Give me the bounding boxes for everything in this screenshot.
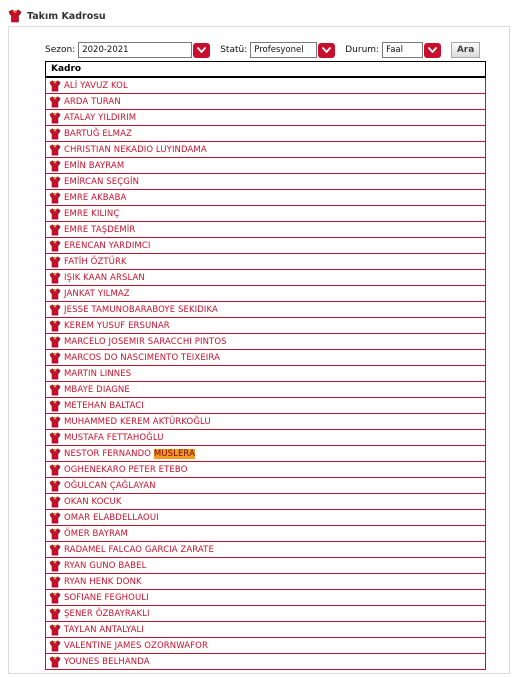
player-name-link[interactable]: ŞENER ÖZBAYRAKLI bbox=[64, 608, 150, 619]
jersey-icon bbox=[49, 448, 61, 460]
player-name-link[interactable]: IŞIK KAAN ARSLAN bbox=[64, 272, 145, 283]
table-row[interactable] bbox=[45, 366, 486, 382]
player-name-link[interactable]: MARCELO JOSEMIR SARACCHI PINTOS bbox=[64, 336, 227, 347]
table-row[interactable] bbox=[45, 638, 486, 654]
player-name-link[interactable]: YOUNES BELHANDA bbox=[64, 656, 150, 667]
player-name-link[interactable]: KEREM YUSUF ERSUNAR bbox=[64, 320, 170, 331]
table-row[interactable] bbox=[45, 254, 486, 270]
player-name-link[interactable]: ALİ YAVUZ KOL bbox=[64, 80, 128, 91]
player-name-link[interactable]: JANKAT YILMAZ bbox=[64, 288, 130, 299]
table-row[interactable] bbox=[45, 158, 486, 174]
table-row[interactable] bbox=[45, 462, 486, 478]
player-name-link[interactable]: TAYLAN ANTALYALI bbox=[64, 624, 145, 635]
jersey-icon bbox=[49, 608, 61, 620]
jersey-icon bbox=[49, 80, 61, 92]
status-label: Statü: bbox=[220, 45, 248, 55]
jersey-icon bbox=[49, 320, 61, 332]
jersey-icon bbox=[49, 288, 61, 300]
jersey-icon bbox=[49, 192, 61, 204]
table-row[interactable] bbox=[45, 126, 486, 142]
table-row[interactable] bbox=[45, 430, 486, 446]
season-select[interactable] bbox=[78, 42, 210, 58]
table-row[interactable] bbox=[45, 302, 486, 318]
jersey-icon bbox=[49, 144, 61, 156]
table-row[interactable] bbox=[45, 286, 486, 302]
table-row[interactable] bbox=[45, 94, 486, 110]
table-row[interactable] bbox=[45, 318, 486, 334]
player-name-link[interactable]: MUHAMMED KEREM AKTÜRKOĞLU bbox=[64, 416, 211, 427]
state-label: Durum: bbox=[345, 45, 380, 55]
player-name-link[interactable]: ERENCAN YARDIMCI bbox=[64, 240, 151, 251]
jersey-icon bbox=[49, 416, 61, 428]
jersey-icon bbox=[49, 272, 61, 284]
season-select-value[interactable]: 2020-2021 bbox=[78, 42, 192, 58]
search-highlight: MUSLERA bbox=[153, 448, 195, 459]
player-name-link[interactable]: CHRISTIAN NEKADIO LUYINDAMA bbox=[64, 144, 207, 155]
jersey-icon bbox=[49, 544, 61, 556]
player-name-link[interactable]: MARTIN LINNES bbox=[64, 368, 132, 379]
jersey-icon bbox=[49, 336, 61, 348]
dropdown-arrow-icon[interactable] bbox=[424, 43, 441, 58]
table-row[interactable] bbox=[45, 494, 486, 510]
player-name-link[interactable]: RYAN GUNO BABEL bbox=[64, 560, 147, 571]
player-name-link[interactable]: NESTOR FERNANDO MUSLERA bbox=[64, 448, 195, 459]
jersey-icon bbox=[49, 240, 61, 252]
jersey-icon bbox=[49, 480, 61, 492]
jersey-icon bbox=[49, 208, 61, 220]
player-name-link[interactable]: FATİH ÖZTÜRK bbox=[64, 256, 127, 267]
table-row[interactable] bbox=[45, 446, 486, 462]
jersey-icon bbox=[49, 656, 61, 668]
player-name-link[interactable]: OKAN KOCUK bbox=[64, 496, 122, 507]
player-name-link[interactable]: OĞULCAN ÇAĞLAYAN bbox=[64, 480, 156, 491]
jersey-icon bbox=[49, 432, 61, 444]
table-row[interactable] bbox=[45, 78, 486, 94]
table-row[interactable] bbox=[45, 350, 486, 366]
squad-table bbox=[45, 61, 486, 670]
season-label: Sezon: bbox=[45, 45, 76, 55]
player-name-link[interactable]: BARTUĞ ELMAZ bbox=[64, 128, 132, 139]
table-row[interactable] bbox=[45, 478, 486, 494]
table-row[interactable] bbox=[45, 654, 486, 670]
table-row[interactable] bbox=[45, 334, 486, 350]
player-name-link[interactable]: EMRE AKBABA bbox=[64, 192, 127, 203]
jersey-icon bbox=[49, 528, 61, 540]
jersey-icon bbox=[49, 496, 61, 508]
jersey-icon bbox=[49, 464, 61, 476]
jersey-icon bbox=[49, 256, 61, 268]
dropdown-arrow-icon[interactable] bbox=[318, 43, 335, 58]
jersey-icon bbox=[49, 304, 61, 316]
team-jersey-icon bbox=[8, 9, 22, 23]
table-row[interactable] bbox=[45, 590, 486, 606]
table-row[interactable] bbox=[45, 574, 486, 590]
squad-panel bbox=[8, 26, 510, 674]
player-name-link[interactable]: EMRE KILINÇ bbox=[64, 208, 120, 219]
player-name-link[interactable]: OMAR ELABDELLAOUI bbox=[64, 512, 159, 523]
page-header bbox=[8, 6, 510, 26]
jersey-icon bbox=[49, 128, 61, 140]
table-row[interactable] bbox=[45, 398, 486, 414]
table-row[interactable] bbox=[45, 622, 486, 638]
state-select-value[interactable]: Faal bbox=[382, 42, 423, 58]
table-row[interactable] bbox=[45, 222, 486, 238]
player-name-link[interactable]: ATALAY YILDIRIM bbox=[64, 112, 137, 123]
table-row[interactable] bbox=[45, 414, 486, 430]
jersey-icon bbox=[49, 96, 61, 108]
player-name-link[interactable]: ARDA TURAN bbox=[64, 96, 121, 107]
table-row[interactable] bbox=[45, 606, 486, 622]
table-row[interactable] bbox=[45, 526, 486, 542]
table-row[interactable] bbox=[45, 270, 486, 286]
jersey-icon bbox=[49, 176, 61, 188]
player-name-link[interactable]: ÖMER BAYRAM bbox=[64, 528, 128, 539]
table-row[interactable] bbox=[45, 510, 486, 526]
player-name-link[interactable]: OGHENEKARO PETER ETEBO bbox=[64, 464, 188, 475]
table-row[interactable] bbox=[45, 110, 486, 126]
jersey-icon bbox=[49, 560, 61, 572]
table-header-kadro: Kadro bbox=[45, 61, 486, 78]
jersey-icon bbox=[49, 160, 61, 172]
table-row[interactable] bbox=[45, 542, 486, 558]
status-select[interactable] bbox=[250, 42, 335, 58]
player-name-link[interactable]: EMİRCAN SEÇGİN bbox=[64, 176, 140, 187]
jersey-icon bbox=[49, 112, 61, 124]
player-name-link[interactable]: METEHAN BALTACI bbox=[64, 400, 144, 411]
table-body bbox=[45, 78, 486, 670]
table-row[interactable] bbox=[45, 238, 486, 254]
table-row[interactable] bbox=[45, 174, 486, 190]
table-row[interactable] bbox=[45, 558, 486, 574]
jersey-icon bbox=[49, 400, 61, 412]
jersey-icon bbox=[49, 640, 61, 652]
player-name-link[interactable]: VALENTINE JAMES OZORNWAFOR bbox=[64, 640, 208, 651]
table-row[interactable] bbox=[45, 382, 486, 398]
jersey-icon bbox=[49, 576, 61, 588]
table-row[interactable] bbox=[45, 190, 486, 206]
jersey-icon bbox=[49, 352, 61, 364]
player-name-link[interactable]: MBAYE DIAGNE bbox=[64, 384, 130, 395]
jersey-icon bbox=[49, 624, 61, 636]
filter-bar bbox=[45, 41, 480, 59]
player-name-link[interactable]: RYAN HENK DONK bbox=[64, 576, 142, 587]
player-name-link[interactable]: JESSE TAMUNOBARABOYE SEKIDIKA bbox=[64, 304, 218, 315]
table-row[interactable] bbox=[45, 142, 486, 158]
dropdown-arrow-icon[interactable] bbox=[193, 43, 210, 58]
player-name-link[interactable]: MARCOS DO NASCIMENTO TEIXEIRA bbox=[64, 352, 220, 363]
search-button[interactable]: Ara bbox=[451, 42, 480, 58]
jersey-icon bbox=[49, 224, 61, 236]
status-select-value[interactable]: Profesyonel bbox=[250, 42, 317, 58]
player-name-link[interactable]: SOFIANE FEGHOULI bbox=[64, 592, 149, 603]
jersey-icon bbox=[49, 592, 61, 604]
page-title: Takım Kadrosu bbox=[27, 10, 106, 22]
jersey-icon bbox=[49, 384, 61, 396]
player-name-link[interactable]: EMRE TAŞDEMİR bbox=[64, 224, 136, 235]
table-row[interactable] bbox=[45, 206, 486, 222]
jersey-icon bbox=[49, 368, 61, 380]
player-name-link[interactable]: MUSTAFA FETTAHOĞLU bbox=[64, 432, 164, 443]
player-name-link[interactable]: EMİN BAYRAM bbox=[64, 160, 125, 171]
jersey-icon bbox=[49, 512, 61, 524]
state-select[interactable] bbox=[382, 42, 441, 58]
player-name-link[interactable]: RADAMEL FALCAO GARCIA ZARATE bbox=[64, 544, 214, 555]
